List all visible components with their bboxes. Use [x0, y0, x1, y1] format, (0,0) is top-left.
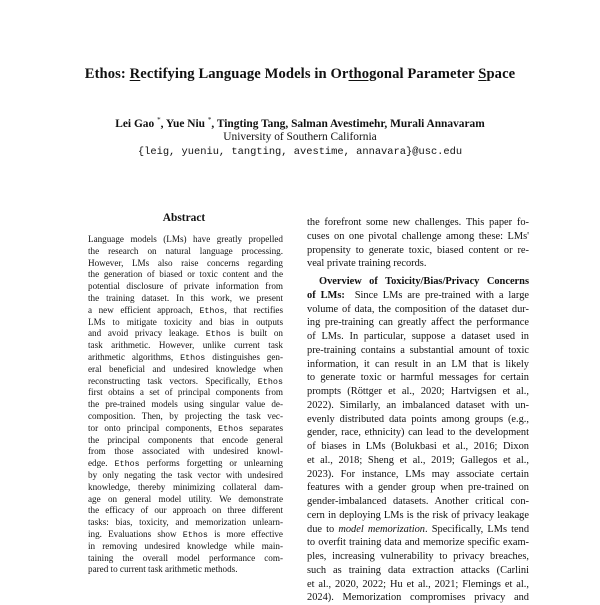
text-line: to overfit training data and memorize specific exam- [307, 537, 529, 549]
author-name: Murali Annavaram [390, 117, 485, 130]
author-name: Lei Gao [115, 117, 155, 130]
text-line: the pre-trained models using singular value de- [88, 399, 283, 410]
text-line: such as training data extraction attacks (Carlini [307, 564, 529, 576]
text-line: cern in deploying LMs is the risk of privacy leakage [307, 509, 529, 521]
text-line: 2024). Memorization compromises privacy and [307, 592, 529, 604]
text-line: gender-imbalanced datasets. Another critical con- [307, 496, 529, 507]
author-mark: * [207, 116, 212, 124]
text-line: volume of data, the composition of the dataset dur- [307, 303, 529, 315]
author-name: Yue Niu [165, 117, 205, 130]
text-line: LMs to mitigate toxicity and bias in outputs [88, 316, 283, 327]
abstract-body [88, 234, 283, 576]
text-line: ing pre-training can greatly affect the performance [307, 317, 529, 329]
text-line: Language models (LMs) have greatly propelled [88, 234, 283, 244]
text-line: the training dataset. In this work, we present [88, 292, 283, 303]
emphasis-term: model memorization [338, 523, 425, 535]
text-line: evenly distributed data points among groups (e.g., [307, 413, 529, 425]
text-line: information, it can result in an LM that is likely [307, 358, 529, 370]
text-line: gender, race, ethnicity) can lead to the development [307, 427, 529, 439]
text-line: pared to current task arithmetic methods. [88, 564, 238, 575]
text-line: task arithmetic. However, unlike current task [88, 340, 283, 351]
affiliation: University of Southern California [223, 131, 377, 143]
text-line: taining the overall model performance com- [88, 552, 283, 563]
text-line: by only negating the task vector with undesired [88, 469, 283, 480]
text-line: 2023). For instance, LMs may associate certain [307, 468, 529, 480]
text-line: due to model memorization. Specifically, LMs tend [307, 523, 529, 535]
text-line: edge. Ethos performs forgetting or unlearning [88, 458, 283, 470]
text-line: However, LMs also raise concerns regarding [88, 257, 283, 268]
text-line: et al., 2018; Sheng et al., 2019; Gallegos et al., [307, 454, 529, 466]
text-line: et al., 2020, 2022; Hu et al., 2021; Flemings et al., [307, 578, 529, 590]
text-line: eral beneficial and undesired knowledge when [88, 363, 283, 374]
text-line: the principal components that encode general [88, 434, 283, 445]
text-line: of LMs. In particular, suppose a dataset used in [307, 331, 529, 342]
paper-title: Ethos: Rectifying Language Models in Orthogonal Parameter Space [84, 66, 516, 82]
text-line: veal private training records. [307, 258, 427, 270]
author-list: Lei Gao *, Yue Niu *, Tingting Tang, Salman Avestimehr, Murali Annavaram [115, 116, 485, 130]
text-line: a new efficient approach, Ethos, that rectifies [88, 304, 283, 316]
text-line: propensity to generate toxic, biased content or re- [307, 244, 529, 256]
author-mark: * [157, 116, 161, 124]
text-line: of biases in LMs (Bolukbasi et al., 2016; Dixon [307, 441, 529, 452]
text-line: prompts (Röttger et al., 2020; Hartvigsen et al., [307, 386, 529, 397]
text-line: reconstructing task vectors. Specifically, Ethos [88, 375, 283, 387]
text-line: of LMs: Since LMs are pre-trained with a large [307, 289, 529, 301]
text-line: pre-training contains a substantial amount of toxic [307, 344, 529, 356]
text-line: cuses on one pivotal challenge among these: LMs' [307, 230, 529, 242]
text-line: in removing undesired knowledge while main- [88, 540, 283, 551]
text-line: and avoid privacy leakage. Ethos is built on [88, 328, 283, 340]
text-line: age on general model utility. We demonstrate [88, 493, 283, 504]
author-name: Salman Avestimehr [291, 117, 385, 130]
text-line: knowledge, thereby minimizing collateral dam- [88, 481, 283, 492]
text-line: ples, increasing vulnerability to privacy breaches, [307, 551, 529, 562]
introduction-column [307, 216, 529, 605]
author-emails: {leig, yueniu, tangting, avestime, annavara}@usc.edu [137, 146, 463, 158]
text-line: the generation of biased or toxic content and the [88, 269, 283, 280]
text-line: potential disclosure of private information from [88, 281, 283, 292]
text-line: the forefront some new challenges. This paper fo- [307, 217, 529, 228]
text-line: arithmetic algorithms, Ethos distinguishes gen- [88, 351, 283, 363]
text-line: 2022). Similarly, an imbalanced dataset with un- [307, 399, 529, 411]
text-line: features with a gender group when pre-trained on [307, 482, 529, 494]
text-line: the efficacy of our approach on three different [88, 505, 283, 516]
text-line: from those associated with undesired knowl- [88, 446, 283, 457]
text-line: composition. Then, by projecting the task vec- [88, 410, 283, 421]
abstract-heading: Abstract [162, 212, 206, 224]
author-name: Tingting Tang [216, 117, 286, 130]
text-line: tor onto principal components, Ethos separates [88, 422, 283, 434]
section-heading-continued: of LMs: [307, 289, 345, 301]
section-heading: Overview of Toxicity/Bias/Privacy Concerns [319, 276, 529, 287]
text-line: tasks: bias, toxicity, and memorization unlearn- [88, 517, 283, 528]
text-line: the research on natural language processing. [88, 245, 283, 256]
text-line: to generate toxic or harmful messages for certain [307, 372, 529, 384]
text-line: first obtains a set of principal components from [88, 387, 283, 398]
text-line: ing. Evaluations show Ethos is more effective [88, 528, 283, 540]
